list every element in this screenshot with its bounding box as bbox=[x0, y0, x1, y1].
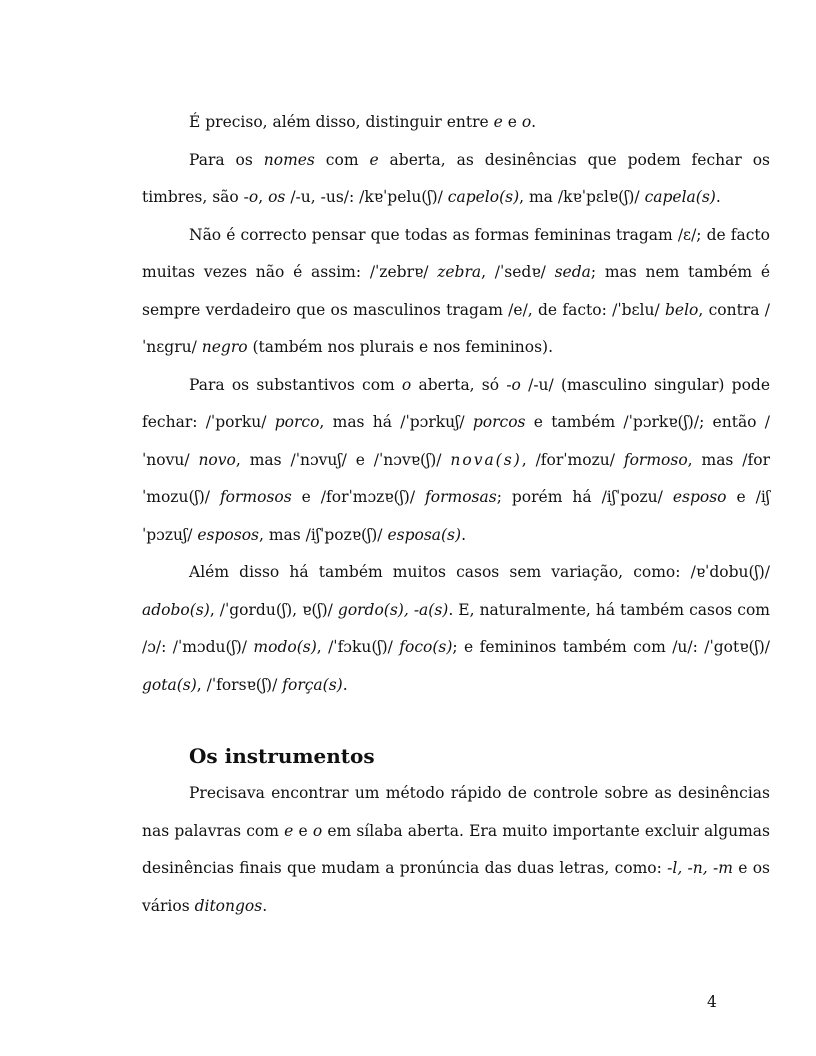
italic-term: porcos bbox=[472, 413, 526, 431]
italic-term: -o bbox=[506, 375, 521, 394]
text-run: É preciso, além disso, distinguir entre bbox=[189, 113, 494, 131]
section-heading: Os instrumentos bbox=[189, 744, 375, 768]
section-paragraphs bbox=[142, 775, 770, 925]
italic-term: capela(s) bbox=[644, 188, 716, 206]
text-run: e /iʃˈpɔzuʃ/ bbox=[142, 488, 770, 544]
italic-term: o bbox=[312, 821, 323, 840]
paragraph bbox=[142, 142, 770, 217]
italic-term: novo bbox=[198, 450, 236, 469]
document-page bbox=[142, 104, 770, 925]
text-run: , mas /forˈmozu(ʃ)/ bbox=[142, 450, 770, 506]
italic-term: o bbox=[401, 375, 412, 394]
page-number: 4 bbox=[707, 993, 717, 1011]
italic-term: esposo bbox=[672, 488, 727, 506]
italic-term: gota(s) bbox=[142, 675, 197, 694]
paragraph bbox=[142, 775, 770, 925]
text-run: , ma /kɐˈpɛlɐ(ʃ)/ bbox=[519, 188, 645, 206]
text-run: e também /ˈpɔrkɐ(ʃ)/; então /ˈnovu/ bbox=[142, 413, 771, 469]
text-run: em sílaba aberta. Era muito importante excluir algumas desinências finais que mudam a pronúncia das duas letras, como: bbox=[142, 821, 770, 877]
italic-term: esposos bbox=[197, 525, 259, 544]
italic-term: os bbox=[268, 188, 286, 206]
text-run: ; mas nem também é sempre verdadeiro que os masculinos tragam /e/, de facto: /ˈbɛlu/ bbox=[142, 263, 771, 319]
italic-term: belo bbox=[665, 300, 699, 319]
text-run: (também nos plurais e nos femininos). bbox=[247, 338, 554, 356]
paragraph bbox=[142, 104, 770, 142]
text-run: , contra /ˈnɛgru/ bbox=[142, 300, 770, 356]
text-run: , /ˈforsɐ(ʃ)/ bbox=[196, 675, 283, 694]
text-run: Não é correcto pensar que todas as formas femininas tragam /ɛ/; de facto muitas vezes não é assim: /ˈzebrɐ/ bbox=[142, 225, 770, 281]
text-run: com bbox=[314, 150, 370, 169]
paragraph bbox=[142, 217, 770, 367]
text-run: e bbox=[502, 113, 522, 131]
text-run: Precisava encontrar um método rápido de controle sobre as desinências nas palavras com bbox=[142, 784, 770, 840]
text-run: . E, naturalmente, há também casos com /ɔ/: /ˈmɔdu(ʃ)/ bbox=[142, 600, 770, 656]
italic-term: -l, -n, -m bbox=[667, 859, 733, 877]
text-run: , /ˈgordu(ʃ), ɐ(ʃ)/ bbox=[209, 600, 338, 619]
text-run: ; e femininos também com /u/: /ˈgotɐ(ʃ)/ bbox=[452, 638, 770, 656]
text-run: e bbox=[293, 821, 313, 840]
text-run: Para os bbox=[189, 150, 264, 169]
italic-term: o bbox=[521, 113, 532, 131]
italic-term: gordo(s), -a(s) bbox=[337, 600, 449, 619]
italic-term: seda bbox=[554, 263, 591, 281]
italic-term: adobo(s) bbox=[142, 600, 210, 619]
text-run: /-u, -us/: /kɐˈpelu(ʃ)/ bbox=[285, 188, 448, 206]
italic-term: foco(s) bbox=[399, 638, 453, 656]
text-run: ; porém há /iʃˈpozu/ bbox=[496, 488, 673, 506]
paragraph bbox=[142, 367, 770, 555]
text-run: . bbox=[262, 896, 268, 915]
italic-term: e bbox=[284, 821, 294, 840]
italic-term: porco bbox=[274, 413, 320, 431]
text-run: Além disso há também muitos casos sem variação, como: /ɐˈdobu(ʃ)/ bbox=[189, 563, 770, 581]
italic-term: formoso bbox=[623, 450, 688, 469]
italic-term: formosos bbox=[219, 488, 292, 506]
text-run: . bbox=[715, 188, 721, 206]
italic-term: força(s) bbox=[282, 675, 343, 694]
text-run: e /forˈmɔzɐ(ʃ)/ bbox=[291, 488, 426, 506]
text-run: , bbox=[258, 188, 269, 206]
text-run: . bbox=[342, 675, 348, 694]
text-run: , mas há /ˈpɔrkuʃ/ bbox=[319, 413, 473, 431]
italic-term: esposa(s) bbox=[387, 525, 462, 544]
italic-term: o bbox=[248, 188, 259, 206]
paragraph bbox=[142, 554, 770, 704]
body-paragraphs bbox=[142, 104, 770, 704]
text-run: , /ˈfɔku(ʃ)/ bbox=[316, 638, 400, 656]
italic-term: capelo(s) bbox=[447, 188, 520, 206]
text-run: aberta, as desinências que podem fechar os timbres, são - bbox=[142, 150, 770, 206]
italic-term: e bbox=[369, 150, 379, 169]
italic-term: nova(s) bbox=[450, 450, 522, 469]
text-run: . bbox=[461, 525, 466, 544]
italic-term: negro bbox=[201, 338, 248, 356]
italic-term: nomes bbox=[263, 150, 315, 169]
italic-term: formosas bbox=[425, 488, 497, 506]
text-run: , mas /ˈnɔvuʃ/ e /ˈnɔvɐ(ʃ)/ bbox=[235, 450, 451, 469]
text-run: , /ˈsedɐ/ bbox=[481, 263, 555, 281]
text-run: Para os substantivos com bbox=[189, 375, 402, 394]
text-run: /-u/ (masculino singular) pode fechar: /ˈporku/ bbox=[142, 375, 770, 431]
italic-term: zebra bbox=[437, 263, 482, 281]
italic-term: ditongos bbox=[194, 896, 263, 915]
italic-term: e bbox=[493, 113, 503, 131]
text-run: e os vários bbox=[142, 859, 770, 915]
text-run: . bbox=[531, 113, 537, 131]
italic-term: modo(s) bbox=[253, 638, 317, 656]
text-run: , /forˈmozu/ bbox=[521, 450, 624, 469]
text-run: , mas /iʃˈpozɐ(ʃ)/ bbox=[259, 525, 388, 544]
text-run: aberta, só bbox=[411, 375, 507, 394]
